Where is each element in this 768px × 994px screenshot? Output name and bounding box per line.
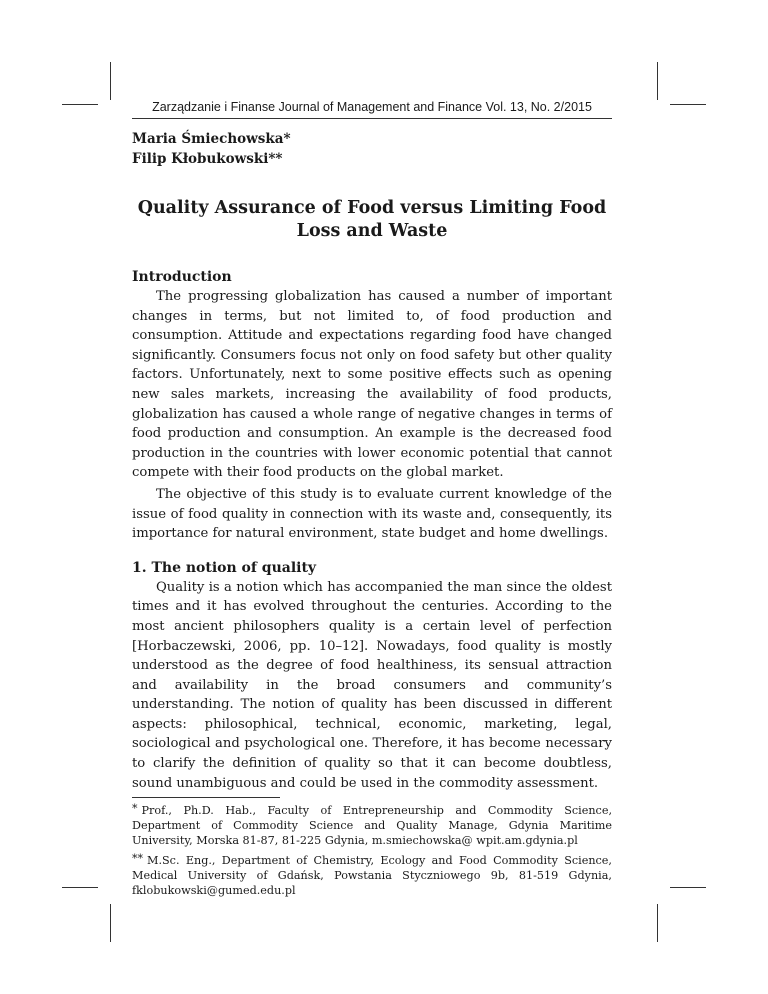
author-1: Maria Śmiechowska* — [132, 131, 291, 147]
paper-page — [132, 100, 612, 898]
crop-mark-top-left-v — [110, 62, 111, 100]
paper-title: Quality Assurance of Food versus Limiting Food Loss and Waste — [137, 198, 607, 241]
section-heading-introduction: Introduction — [132, 269, 232, 285]
crop-mark-bottom-left-v — [110, 904, 111, 942]
footnote-1 — [132, 801, 612, 848]
crop-mark-bottom-left-h — [62, 887, 98, 888]
quality-paragraph-1: Quality is a notion which has accompanied the man since the oldest times and it has evolved throughout the centuries. According to the most ancient philosophers quality is a certain level of perfection [Horbaczewski, 2006, pp. 10–12]. Nowadays, food quality is mostly understood as the degree of food healthiness, its sensual attraction and availability in the broad consumers and community’s understanding. The notion of quality has been discussed in different aspects: philosophical, technical, economic, marketing, legal, sociological and psychological one. Therefore, it has become necessary to clarify the definition of quality so that it can become doubtless, sound unambiguous and could be used in the commodity assessment. — [132, 579, 612, 791]
crop-mark-top-right-h — [670, 104, 706, 105]
footnote-divider — [132, 797, 280, 798]
crop-mark-top-right-v — [657, 62, 658, 100]
footnote-1-text: Prof., Ph.D. Hab., Faculty of Entrepreneurship and Commodity Science, Department of Commodity Science and Quality Manage, Gdynia Maritime University, Morska 81-87, 81-225 Gdynia, m.smiechowska@ wpit.am.gdynia.pl — [132, 804, 612, 848]
crop-mark-bottom-right-v — [657, 904, 658, 942]
intro-paragraph-1: The progressing globalization has caused a number of important changes in terms, but not limited to, of food production and consumption. Attitude and expectations regarding food have changed significantly. Consumers focus not only on food safety but other quality factors. Unfortunately, next to some positive effects such as opening new sales markets, increasing the availability of food products, globalization has caused a whole range of negative changes in terms of food production and consumption. An example is the decreased food production in the countries with lower economic potential that cannot compete with their food products on the global market. — [132, 289, 612, 481]
author-2: Filip Kłobukowski** — [132, 151, 283, 167]
footnote-2-mark: ** — [132, 852, 143, 866]
section-heading-notion-of-quality: 1. The notion of quality — [132, 559, 317, 576]
author-list — [132, 129, 612, 169]
footnote-2 — [132, 851, 612, 898]
footnote-2-text: M.Sc. Eng., Department of Chemistry, Ecology and Food Commodity Science, Medical University of Gdańsk, Powstania Styczniowego 9b, 81-519 Gdynia, fklobukowski@gumed.edu.pl — [132, 854, 612, 898]
intro-paragraph-2: The objective of this study is to evaluate current knowledge of the issue of food quality in connection with its waste and, consequently, its importance for natural environment, state budget and home dwellings. — [132, 486, 612, 542]
crop-mark-top-left-h — [62, 104, 98, 105]
running-header: Zarządzanie i Finanse Journal of Management and Finance Vol. 13, No. 2/2015 — [132, 100, 612, 119]
crop-mark-bottom-right-h — [670, 887, 706, 888]
footnote-1-mark: * — [132, 802, 138, 816]
